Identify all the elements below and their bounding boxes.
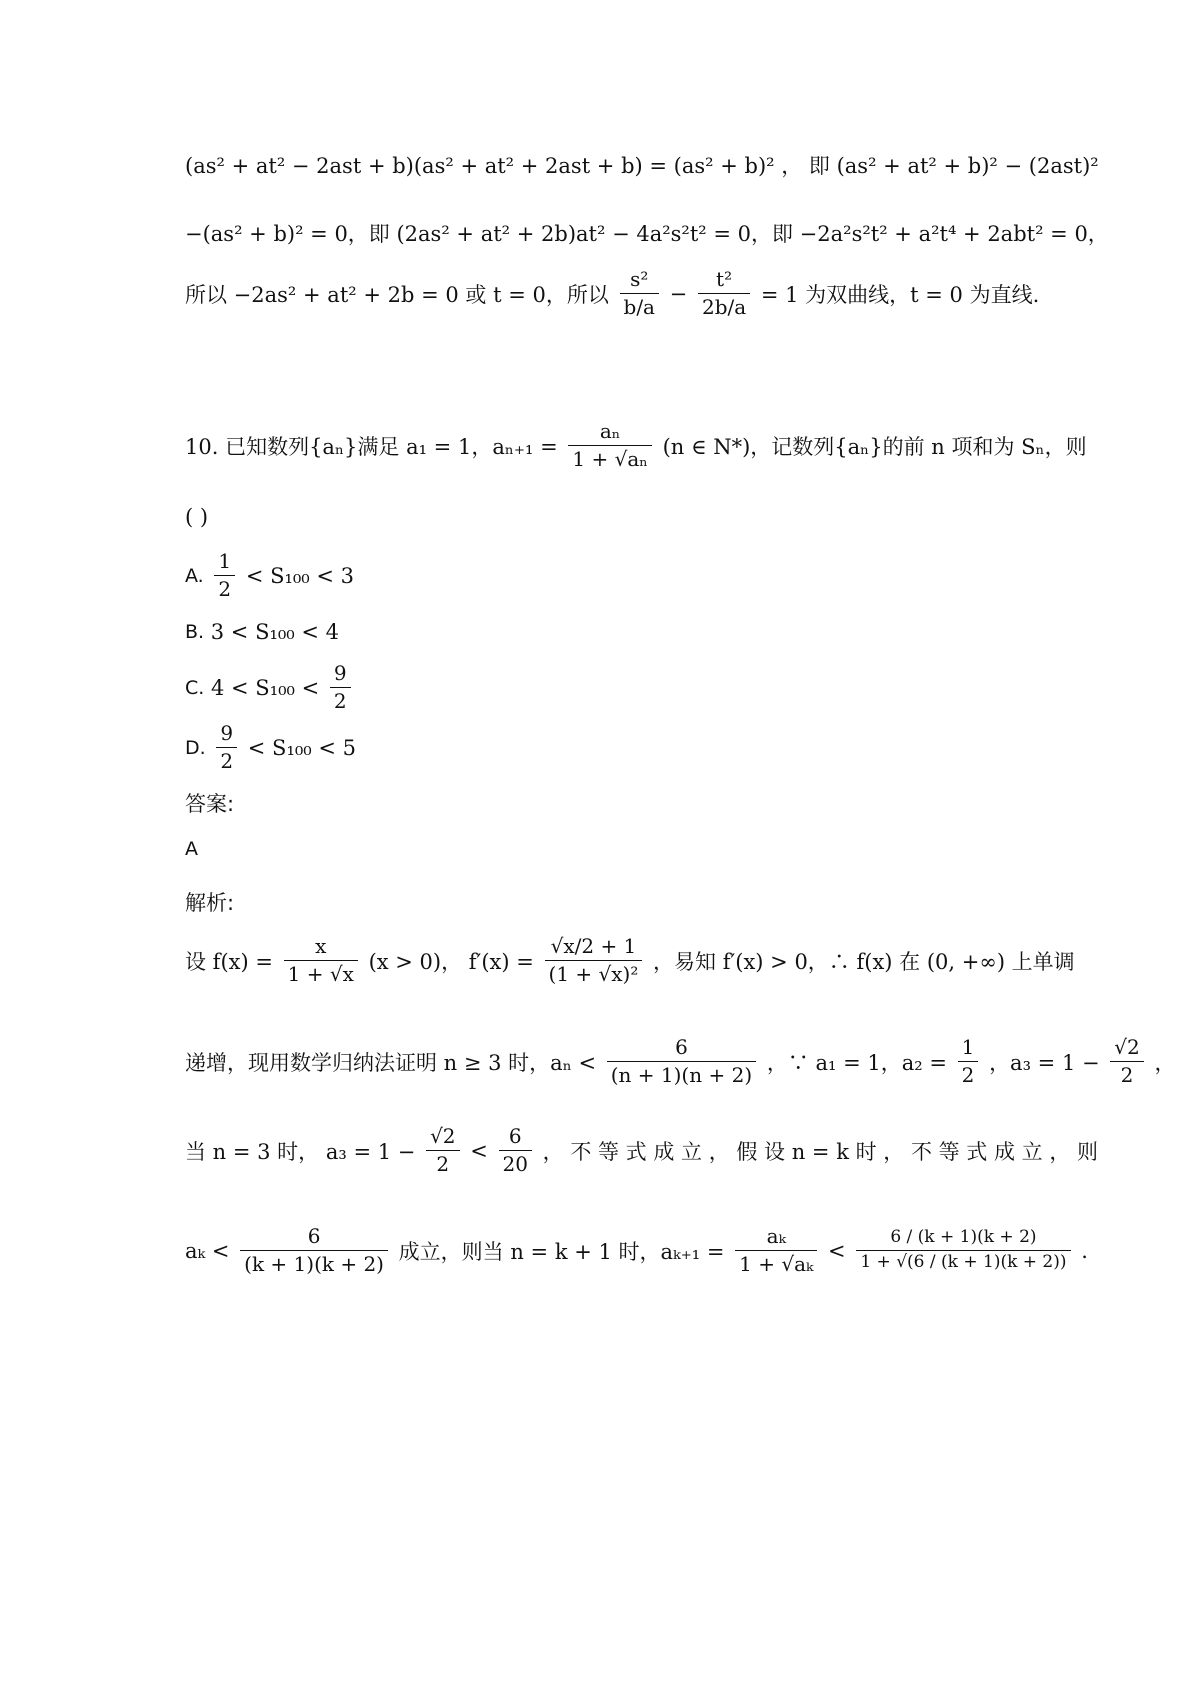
frac-den: 2: [333, 689, 347, 713]
option-a: [185, 550, 354, 601]
fraction-ak-recurrence: [735, 1225, 817, 1276]
analysis-p3-text-a: 当 n = 3 时， a₃ = 1 −: [185, 1139, 416, 1164]
analysis-p2-text-c: ，a₃ = 1 −: [989, 1050, 1100, 1075]
frac-den: 2: [218, 577, 232, 601]
option-b: [185, 618, 339, 644]
frac-den: (1 + √x)²: [548, 962, 639, 986]
option-a-text: < S₁₀₀ < 3: [245, 563, 355, 588]
option-a-fraction: [214, 550, 235, 601]
fraction-one-half: [958, 1036, 979, 1087]
frac-den: 1 + √aₖ: [739, 1252, 814, 1276]
analysis-p4-text-b: 成立，则当 n = k + 1 时，aₖ₊₁ =: [398, 1239, 725, 1264]
question-blank: [185, 505, 208, 529]
fraction-recurrence: [568, 420, 652, 471]
analysis-p2-text-a: 递增，现用数学归纳法证明 n ≥ 3 时，aₙ <: [185, 1050, 597, 1075]
frac-num: √2: [1114, 1035, 1140, 1059]
fraction-fprime: [545, 935, 643, 986]
frac-num: 6: [675, 1035, 688, 1059]
question-stem-part2: (n ∈ N*)，记数列{aₙ}的前 n 项和为 Sₙ，则: [662, 434, 1087, 459]
frac-num: aₙ: [599, 419, 621, 443]
frac-num: x: [315, 934, 327, 958]
analysis-p2-text-d: ，: [1154, 1050, 1176, 1075]
derivation-text-3b: = 1 为双曲线，t = 0 为直线.: [760, 282, 1040, 307]
fraction-t2-over-2b-a: [698, 268, 750, 319]
frac-num: 9: [220, 721, 234, 745]
analysis-p4-text-a: aₖ <: [185, 1238, 230, 1263]
option-b-text: 3 < S₁₀₀ < 4: [210, 619, 340, 644]
option-d: [185, 722, 356, 773]
frac-num: aₖ: [766, 1224, 786, 1248]
less-than-sign: <: [828, 1238, 846, 1263]
frac-num: 6: [508, 1124, 522, 1148]
fraction-6-over-20: [499, 1125, 532, 1176]
question-stem-part1: 10. 已知数列{aₙ}满足 a₁ = 1，aₙ₊₁ =: [185, 434, 558, 459]
fraction-fx: [284, 935, 358, 986]
frac-num: 6: [307, 1224, 321, 1248]
frac-num: 9: [333, 661, 347, 685]
option-c-label: C.: [185, 676, 205, 699]
analysis-paragraph-1: [185, 935, 1075, 986]
analysis-p1-text-c: ，易知 f′(x) > 0，∴ f(x) 在 (0, +∞) 上单调: [653, 949, 1075, 974]
frac-num: t²: [716, 267, 733, 291]
option-c: [185, 662, 355, 713]
fraction-6-over-n: [607, 1036, 756, 1087]
derivation-text-2: −(as² + b)² = 0，即 (2as² + at² + 2b)at² − 4a²s²t² = 0，即 −2a²s²t² + a²t⁴ + 2abt² = 0，: [185, 222, 1109, 246]
question-stem: [185, 420, 1087, 471]
period: .: [1081, 1238, 1088, 1263]
derivation-line-2: [185, 218, 1109, 248]
frac-den: (n + 1)(n + 2): [610, 1063, 753, 1087]
less-than-sign: <: [470, 1138, 488, 1163]
fraction-root2-over-2-b: [426, 1125, 459, 1176]
frac-den: 2: [1120, 1063, 1134, 1087]
frac-den: 2: [220, 749, 234, 773]
analysis-p1-text-a: 设 f(x) =: [185, 949, 273, 974]
option-d-label: D.: [185, 736, 206, 759]
option-c-fraction: [330, 662, 351, 713]
analysis-p2-text-b: ，∵ a₁ = 1，a₂ =: [766, 1050, 947, 1075]
frac-den: 1 + √(6 / (k + 1)(k + 2)): [860, 1252, 1067, 1272]
answer-heading-text: 答案:: [185, 792, 235, 816]
derivation-text-3a: 所以 −2as² + at² + 2b = 0 或 t = 0，所以: [185, 282, 609, 307]
frac-num: 6 / (k + 1)(k + 2): [890, 1227, 1037, 1248]
frac-num: 1: [961, 1035, 975, 1059]
option-c-text: 4 < S₁₀₀ <: [211, 675, 320, 700]
fraction-s2-over-b-a: [620, 268, 659, 319]
frac-den: b/a: [623, 295, 655, 319]
analysis-p1-text-b: (x > 0)， f′(x) =: [368, 949, 534, 974]
frac-den: 1 + √aₙ: [572, 447, 648, 471]
option-b-label: B.: [185, 620, 205, 643]
analysis-paragraph-4: [185, 1225, 1088, 1276]
analysis-p3-text-b: ， 不 等 式 成 立 ， 假 设 n = k 时 ， 不 等 式 成 立 ， 则: [542, 1139, 1099, 1164]
derivation-line-3: [185, 268, 1039, 319]
frac-num: √x/2 + 1: [550, 934, 637, 958]
frac-den: 1 + √x: [287, 962, 354, 986]
frac-den: 20: [502, 1152, 528, 1176]
option-d-text: < S₁₀₀ < 5: [247, 735, 357, 760]
analysis-heading: [185, 887, 234, 917]
answer-value-text: A: [185, 838, 198, 860]
frac-den: (k + 1)(k + 2): [244, 1252, 384, 1276]
option-a-label: A.: [185, 564, 204, 587]
answer-heading: [185, 788, 234, 818]
analysis-heading-text: 解析:: [185, 891, 235, 915]
fraction-6-over-k: [240, 1225, 388, 1276]
answer-blank: ( ): [185, 505, 209, 529]
frac-num: √2: [430, 1124, 456, 1148]
frac-num: 1: [218, 549, 232, 573]
answer-value: [185, 838, 198, 860]
fraction-root2-over-2: [1110, 1036, 1143, 1087]
option-d-fraction: [216, 722, 237, 773]
frac-den: 2b/a: [701, 295, 747, 319]
derivation-text-1: (as² + at² − 2ast + b)(as² + at² + 2ast + b) = (as² + b)² ， 即 (as² + at² + b)² − (2ast)²: [185, 154, 1099, 178]
analysis-paragraph-3: [185, 1125, 1098, 1176]
derivation-line-1: [185, 150, 1099, 180]
analysis-paragraph-2: [185, 1036, 1175, 1087]
frac-den: 2: [961, 1063, 975, 1087]
frac-num: s²: [630, 267, 649, 291]
fraction-complex-bound: [856, 1228, 1070, 1272]
frac-den: 2: [436, 1152, 450, 1176]
minus-sign: −: [669, 281, 688, 306]
